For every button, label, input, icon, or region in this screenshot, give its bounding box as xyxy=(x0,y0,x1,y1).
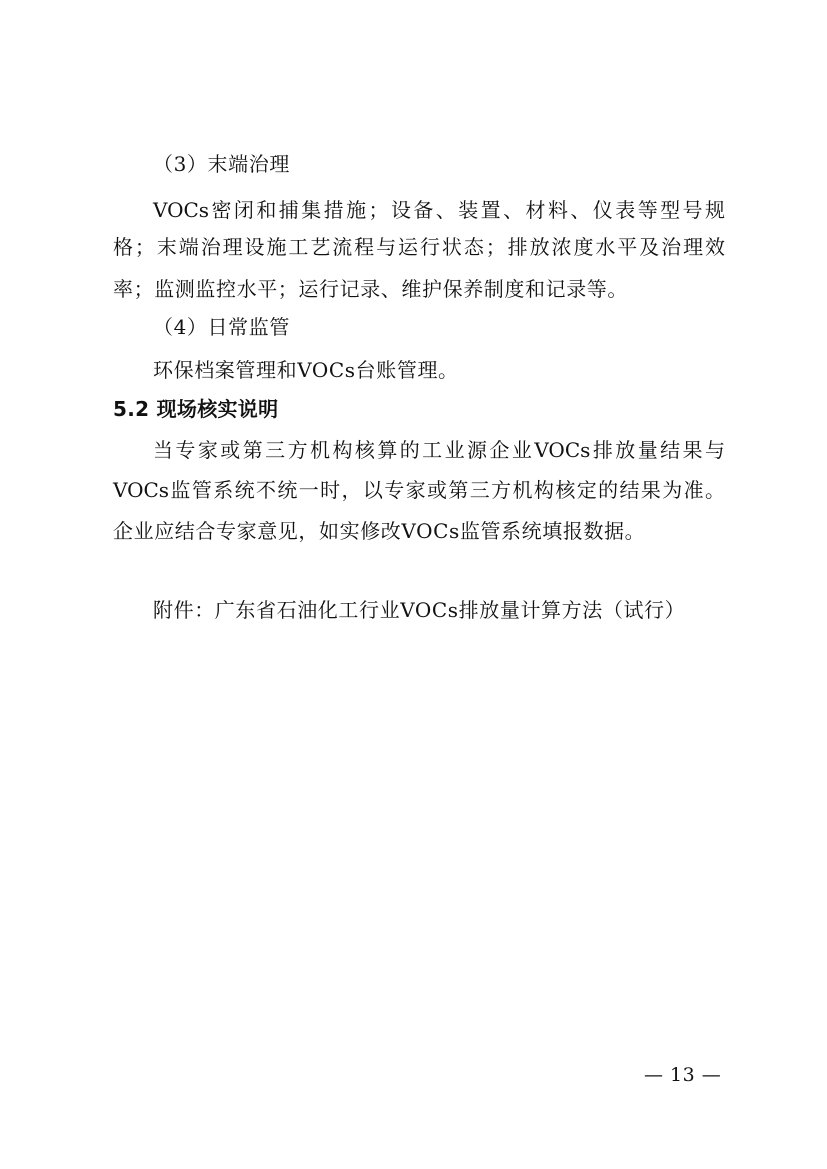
subsection-heading-end-treatment: （3）末端治理 xyxy=(153,152,290,176)
paragraph-line: 率；监测监控水平；运行记录、维护保养制度和记录等。 xyxy=(113,277,628,301)
paragraph-line: VOCs密闭和捕集措施；设备、装置、材料、仪表等型号规 xyxy=(153,198,725,222)
paragraph-line: 当专家或第三方机构核算的工业源企业VOCs排放量结果与 xyxy=(153,438,725,462)
paragraph-line: 企业应结合专家意见，如实修改VOCs监管系统填报数据。 xyxy=(113,519,646,543)
paragraph-line: VOCs监管系统不统一时，以专家或第三方机构核定的结果为准。 xyxy=(113,478,725,502)
section-heading-onsite-verification: 5.2 现场核实说明 xyxy=(113,397,279,421)
attachment-note: 附件：广东省石油化工行业VOCs排放量计算方法（试行） xyxy=(153,598,686,622)
paragraph-line: 环保档案管理和VOCs台账管理。 xyxy=(153,358,459,382)
page-number: — 13 — xyxy=(644,1064,722,1086)
paragraph-line: 格；末端治理设施工艺流程与运行状态；排放浓度水平及治理效 xyxy=(113,235,725,259)
subsection-heading-daily-supervision: （4）日常监管 xyxy=(153,315,290,339)
